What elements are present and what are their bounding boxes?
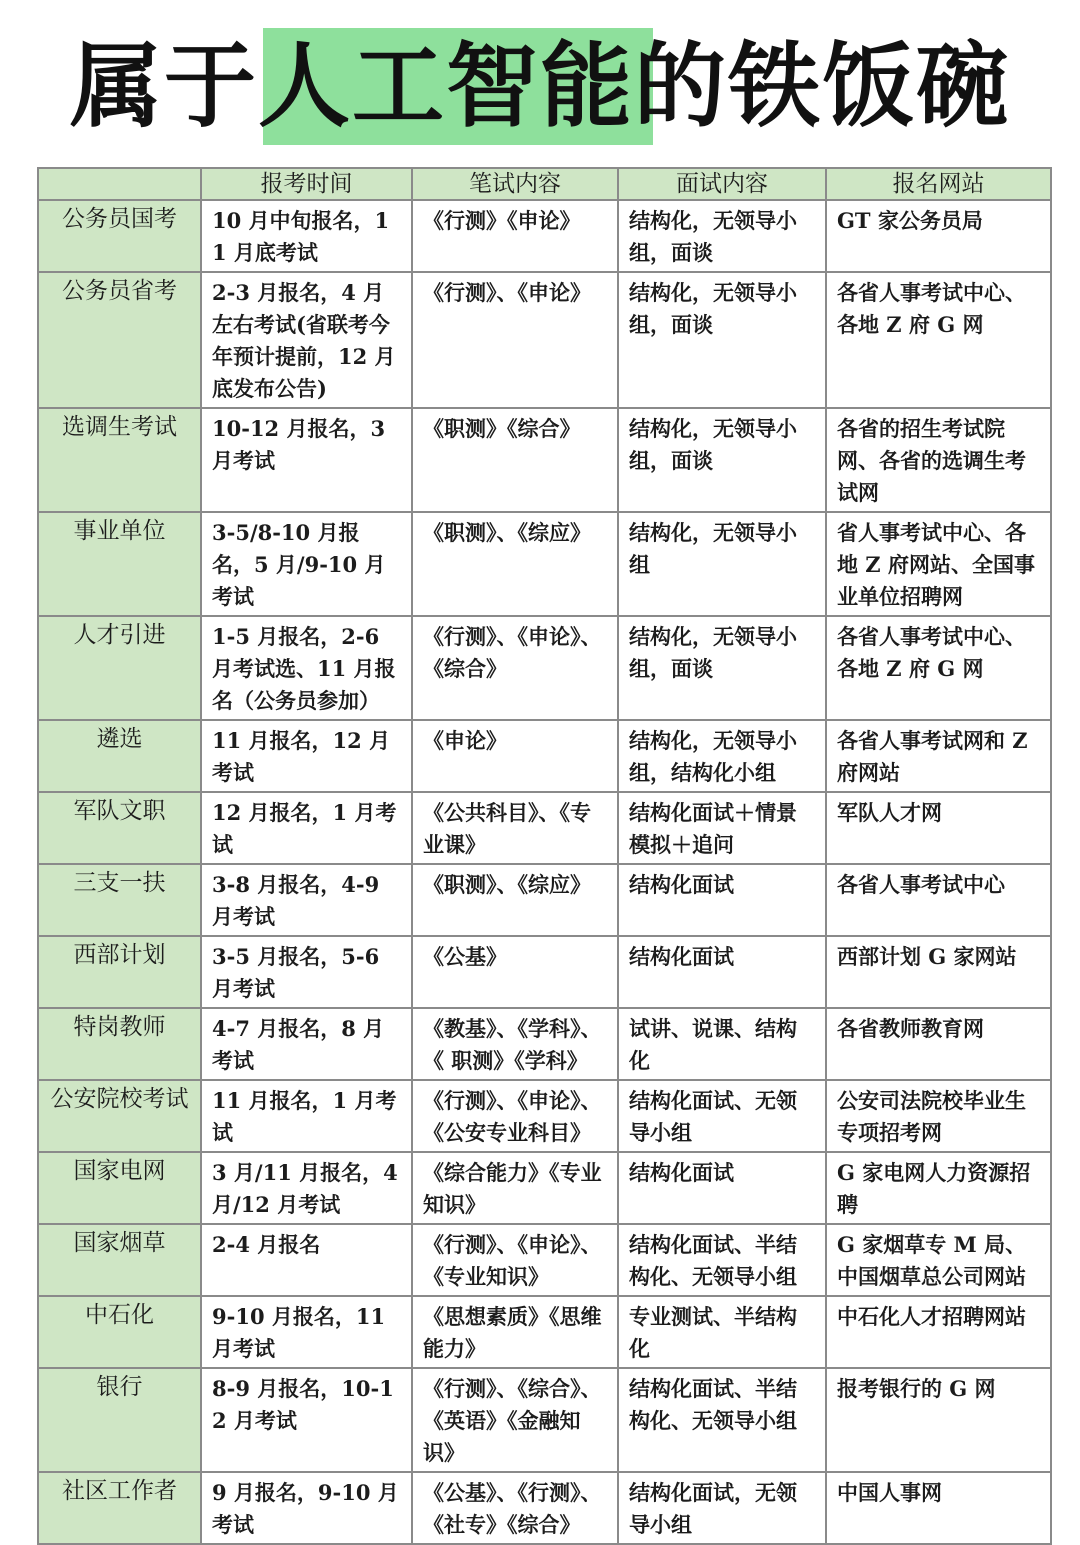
table-row bbox=[38, 1008, 1051, 1080]
cell-written: 《行测》、《综合》、《英语》《金融知识》 bbox=[412, 1368, 618, 1472]
cell-site: 公安司法院校毕业生专项招考网 bbox=[826, 1080, 1051, 1152]
table-row bbox=[38, 720, 1051, 792]
cell-name: 银行 bbox=[38, 1368, 201, 1472]
cell-time: 8-9 月报名，10-12 月考试 bbox=[201, 1368, 412, 1472]
cell-time: 3-5 月报名，5-6 月考试 bbox=[201, 936, 412, 1008]
cell-name: 选调生考试 bbox=[38, 408, 201, 512]
header-cell-blank bbox=[38, 168, 201, 200]
cell-time: 4-7 月报名，8 月考试 bbox=[201, 1008, 412, 1080]
table-header-row bbox=[38, 168, 1051, 200]
cell-interview: 结构化面试、半结构化、无领导小组 bbox=[618, 1224, 826, 1296]
cell-interview: 结构化，无领导小组，面谈 bbox=[618, 408, 826, 512]
cell-name: 中石化 bbox=[38, 1296, 201, 1368]
cell-name: 西部计划 bbox=[38, 936, 201, 1008]
cell-site: GT 家公务员局 bbox=[826, 200, 1051, 272]
cell-site: 各省人事考试网和 Z 府网站 bbox=[826, 720, 1051, 792]
table-row bbox=[38, 936, 1051, 1008]
header-cell-interview: 面试内容 bbox=[618, 168, 826, 200]
cell-written: 《职测》《综合》 bbox=[412, 408, 618, 512]
cell-interview: 结构化面试 bbox=[618, 1152, 826, 1224]
cell-interview: 结构化，无领导小组，面谈 bbox=[618, 272, 826, 408]
cell-site: 中石化人才招聘网站 bbox=[826, 1296, 1051, 1368]
cell-interview: 专业测试、半结构化 bbox=[618, 1296, 826, 1368]
table-row bbox=[38, 1080, 1051, 1152]
cell-interview: 结构化，无领导小组，面谈 bbox=[618, 616, 826, 720]
cell-interview: 结构化面试、无领导小组 bbox=[618, 1080, 826, 1152]
cell-written: 《行测》、《申论》、《专业知识》 bbox=[412, 1224, 618, 1296]
cell-name: 人才引进 bbox=[38, 616, 201, 720]
cell-time: 3 月/11 月报名，4 月/12 月考试 bbox=[201, 1152, 412, 1224]
cell-site: 各省的招生考试院网、各省的选调生考试网 bbox=[826, 408, 1051, 512]
table-row bbox=[38, 1368, 1051, 1472]
header-cell-site: 报名网站 bbox=[826, 168, 1051, 200]
cell-time: 3-8 月报名，4-9 月考试 bbox=[201, 864, 412, 936]
cell-site: 西部计划 G 家网站 bbox=[826, 936, 1051, 1008]
table-row bbox=[38, 1472, 1051, 1544]
cell-site: 各省人事考试中心 bbox=[826, 864, 1051, 936]
cell-name: 公安院校考试 bbox=[38, 1080, 201, 1152]
cell-name: 遴选 bbox=[38, 720, 201, 792]
cell-written: 《行测》《申论》 bbox=[412, 200, 618, 272]
cell-site: 军队人才网 bbox=[826, 792, 1051, 864]
cell-time: 9 月报名，9-10 月考试 bbox=[201, 1472, 412, 1544]
cell-site: 省人事考试中心、各地 Z 府网站、全国事业单位招聘网 bbox=[826, 512, 1051, 616]
table-row bbox=[38, 200, 1051, 272]
cell-interview: 试讲、说课、结构化 bbox=[618, 1008, 826, 1080]
cell-interview: 结构化面试、半结构化、无领导小组 bbox=[618, 1368, 826, 1472]
cell-written: 《思想素质》《思维能力》 bbox=[412, 1296, 618, 1368]
cell-site: 报考银行的 G 网 bbox=[826, 1368, 1051, 1472]
cell-site: 各省人事考试中心、各地 Z 府 G 网 bbox=[826, 616, 1051, 720]
cell-interview: 结构化面试，无领导小组 bbox=[618, 1472, 826, 1544]
cell-time: 2-4 月报名 bbox=[201, 1224, 412, 1296]
cell-interview: 结构化面试 bbox=[618, 936, 826, 1008]
cell-site: 中国人事网 bbox=[826, 1472, 1051, 1544]
cell-interview: 结构化面试 bbox=[618, 864, 826, 936]
cell-interview: 结构化面试＋情景模拟＋追问 bbox=[618, 792, 826, 864]
table-row bbox=[38, 864, 1051, 936]
table-row bbox=[38, 1224, 1051, 1296]
cell-written: 《行测》、《申论》、《综合》 bbox=[412, 616, 618, 720]
exam-table-container bbox=[37, 167, 1050, 1545]
cell-name: 国家烟草 bbox=[38, 1224, 201, 1296]
cell-name: 军队文职 bbox=[38, 792, 201, 864]
cell-written: 《综合能力》《专业知识》 bbox=[412, 1152, 618, 1224]
cell-time: 12 月报名，1 月考试 bbox=[201, 792, 412, 864]
exam-table bbox=[37, 167, 1052, 1545]
cell-time: 11 月报名，1 月考试 bbox=[201, 1080, 412, 1152]
header-cell-written: 笔试内容 bbox=[412, 168, 618, 200]
table-row bbox=[38, 1152, 1051, 1224]
cell-name: 国家电网 bbox=[38, 1152, 201, 1224]
cell-time: 11 月报名，12 月考试 bbox=[201, 720, 412, 792]
cell-time: 2-3 月报名，4 月左右考试(省联考今年预计提前，12 月底发布公告) bbox=[201, 272, 412, 408]
cell-time: 3-5/8-10 月报名，5 月/9-10 月考试 bbox=[201, 512, 412, 616]
cell-site: G 家烟草专 M 局、中国烟草总公司网站 bbox=[826, 1224, 1051, 1296]
cell-name: 公务员国考 bbox=[38, 200, 201, 272]
cell-name: 事业单位 bbox=[38, 512, 201, 616]
table-row bbox=[38, 792, 1051, 864]
cell-written: 《行测》、《申论》 bbox=[412, 272, 618, 408]
cell-written: 《职测》、《综应》 bbox=[412, 864, 618, 936]
cell-time: 9-10 月报名，11 月考试 bbox=[201, 1296, 412, 1368]
cell-name: 社区工作者 bbox=[38, 1472, 201, 1544]
table-row bbox=[38, 512, 1051, 616]
cell-interview: 结构化，无领导小组 bbox=[618, 512, 826, 616]
cell-name: 三支一扶 bbox=[38, 864, 201, 936]
cell-written: 《职测》、《综应》 bbox=[412, 512, 618, 616]
table-row bbox=[38, 616, 1051, 720]
cell-written: 《公基》、《行测》、《社专》《综合》 bbox=[412, 1472, 618, 1544]
table-row bbox=[38, 272, 1051, 408]
cell-site: G 家电网人力资源招聘 bbox=[826, 1152, 1051, 1224]
cell-written: 《申论》 bbox=[412, 720, 618, 792]
page-title: 属于人工智能的铁饭碗 bbox=[69, 33, 1010, 140]
cell-site: 各省教师教育网 bbox=[826, 1008, 1051, 1080]
cell-site: 各省人事考试中心、各地 Z 府 G 网 bbox=[826, 272, 1051, 408]
table-row bbox=[38, 408, 1051, 512]
cell-interview: 结构化，无领导小组，结构化小组 bbox=[618, 720, 826, 792]
cell-time: 10 月中旬报名，11 月底考试 bbox=[201, 200, 412, 272]
cell-name: 公务员省考 bbox=[38, 272, 201, 408]
cell-written: 《教基》、《学科》、《 职测》《学科》 bbox=[412, 1008, 618, 1080]
title-area bbox=[0, 0, 1080, 150]
cell-time: 10-12 月报名，3 月考试 bbox=[201, 408, 412, 512]
cell-time: 1-5 月报名，2-6 月考试选、11 月报名（公务员参加） bbox=[201, 616, 412, 720]
table-row bbox=[38, 1296, 1051, 1368]
header-cell-time: 报考时间 bbox=[201, 168, 412, 200]
cell-written: 《公共科目》、《专业课》 bbox=[412, 792, 618, 864]
cell-interview: 结构化，无领导小组，面谈 bbox=[618, 200, 826, 272]
cell-written: 《公基》 bbox=[412, 936, 618, 1008]
cell-name: 特岗教师 bbox=[38, 1008, 201, 1080]
cell-written: 《行测》、《申论》、《公安专业科目》 bbox=[412, 1080, 618, 1152]
